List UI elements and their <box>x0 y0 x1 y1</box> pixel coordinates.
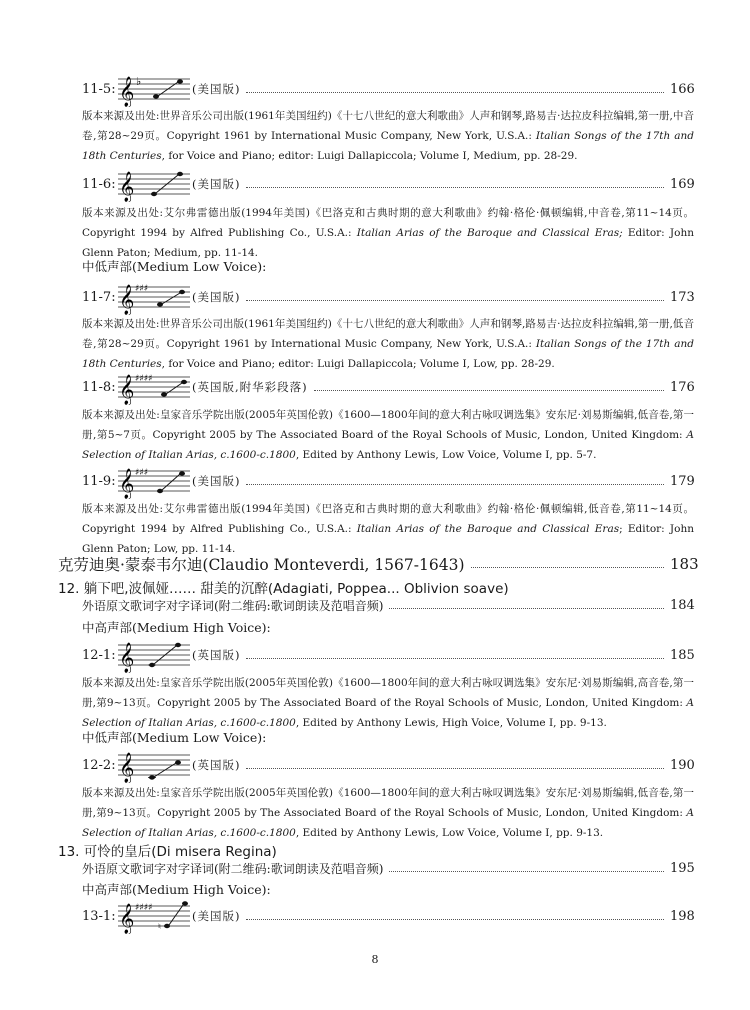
leader-dots <box>246 187 664 188</box>
entry-label: 12-1: <box>82 647 116 663</box>
entry-label: 11-6: <box>82 176 116 192</box>
page-ref: 173 <box>670 289 695 305</box>
leader-dots <box>314 390 664 391</box>
voice-heading: 中低声部(Medium Low Voice): <box>82 259 267 274</box>
source-note: 版本来源及出处:艾尔弗雷德出版(1994年美国)《巴洛克和古典时期的意大利歌曲》约翰·格伦·佩顿编辑,低音卷,第11~14页。Copyright 1994 by Alfred Publishing Co., U.S.A.: Italian Arias of the Baroque and Classical Eras; Editor: John Glenn Paton; Low, pp. 11-14. <box>82 503 694 555</box>
source-note: 版本来源及出处:皇家音乐学院出版(2005年英国伦敦)《1600—1800年间的意大利古咏叹调选集》安东尼·刘易斯编辑,低音卷,第一册,第9~13页。Copyright 2005 by The Associated Board of the Royal Schools of Music, London, United Kingdom: A Selection of Italian Arias, c.1600-c.1800, Edited by Anthony Lewis, Low Voice, Volume I, pp. 9-13. <box>82 787 695 839</box>
edition-tag: (美国版) <box>192 909 241 923</box>
page-ref: 169 <box>670 176 695 192</box>
svg-text:𝄞: 𝄞 <box>119 753 135 783</box>
song-title[interactable]: 12. 躺下吧,波佩娅…… 甜美的沉醉(Adagiati, Poppea... Oblivion soave) <box>58 581 509 597</box>
toc-entry-11-8[interactable] <box>82 369 694 405</box>
toc-entry-12-2[interactable] <box>82 747 694 783</box>
svg-text:♯♯♯♯: ♯♯♯♯ <box>135 903 153 913</box>
music-staff-icon <box>118 369 190 405</box>
source-note: 版本来源及出处:世界音乐公司出版(1961年美国纽约)《十七八世纪的意大利歌曲》人声和钢琴,路易吉·达拉皮科拉编辑,第一册,中音卷,第28~29页。Copyright 1961 by International Music Company, New York, U.S.A.: Italian Songs of the 17th and 18th Centuries, for Voice and Piano; editor: Luigi Dallapiccola; Volume I, Medium, pp. 28-29. <box>82 110 694 162</box>
music-staff-icon <box>118 747 190 783</box>
edition-tag: (美国版) <box>192 82 241 96</box>
svg-text:♯♯♯: ♯♯♯ <box>135 468 149 478</box>
toc-entry-12-1[interactable] <box>82 637 694 673</box>
toc-entry-11-7[interactable] <box>82 279 694 315</box>
page-ref: 179 <box>670 473 695 489</box>
svg-text:♮: ♮ <box>158 922 161 931</box>
svg-text:𝄞: 𝄞 <box>119 375 135 405</box>
svg-text:𝄞: 𝄞 <box>119 285 135 315</box>
leader-dots <box>389 608 664 609</box>
composer-name: 克劳迪奥·蒙泰韦尔迪(Claudio Monteverdi, 1567-1643) <box>58 556 465 574</box>
svg-text:𝄞: 𝄞 <box>119 172 135 202</box>
svg-text:𝄞: 𝄞 <box>119 77 135 107</box>
music-staff-icon <box>118 898 190 934</box>
leader-dots <box>246 658 664 659</box>
leader-dots <box>246 919 664 920</box>
source-note: 版本来源及出处:皇家音乐学院出版(2005年英国伦敦)《1600—1800年间的意大利古咏叹调选集》安东尼·刘易斯编辑,低音卷,第一册,第5~7页。Copyright 2005 by The Associated Board of the Royal Schools of Music, London, United Kingdom: A Selection of Italian Arias, c.1600-c.1800, Edited by Anthony Lewis, Low Voice, Volume I, pp. 5-7. <box>82 409 695 461</box>
edition-tag: (英国版) <box>192 648 241 662</box>
page-ref: 190 <box>670 757 695 773</box>
entry-label: 12-2: <box>82 757 116 773</box>
svg-text:𝄞: 𝄞 <box>119 904 135 934</box>
source-note: 版本来源及出处:世界音乐公司出版(1961年美国纽约)《十七八世纪的意大利歌曲》人声和钢琴,路易吉·达拉皮科拉编辑,第一册,低音卷,第28~29页。Copyright 1961 by International Music Company, New York, U.S.A.: Italian Songs of the 17th and 18th Centuries, for Voice and Piano; editor: Luigi Dallapiccola; Volume I, Low, pp. 28-29. <box>82 318 694 370</box>
leader-dots <box>246 768 664 769</box>
page-ref: 198 <box>670 908 695 924</box>
svg-text:𝄞: 𝄞 <box>119 469 135 499</box>
composer-heading[interactable] <box>58 553 699 575</box>
svg-text:♯♯♯: ♯♯♯ <box>135 284 149 294</box>
page-ref: 166 <box>670 81 695 97</box>
edition-tag: (美国版) <box>192 290 241 304</box>
translation-entry[interactable] <box>82 597 694 614</box>
page-ref: 183 <box>670 555 699 573</box>
toc-entry-13-1[interactable] <box>82 898 694 934</box>
toc-entry-11-6[interactable] <box>82 166 694 202</box>
source-note: 版本来源及出处:皇家音乐学院出版(2005年英国伦敦)《1600—1800年间的意大利古咏叹调选集》安东尼·刘易斯编辑,高音卷,第一册,第9~13页。Copyright 2005 by The Associated Board of the Royal Schools of Music, London, United Kingdom: A Selection of Italian Arias, c.1600-c.1800, Edited by Anthony Lewis, High Voice, Volume I, pp. 9-13. <box>82 677 695 729</box>
voice-heading: 中高声部(Medium High Voice): <box>82 882 271 897</box>
music-staff-icon <box>118 166 190 202</box>
music-staff-icon <box>118 637 190 673</box>
translation-entry[interactable] <box>82 860 694 877</box>
entry-label: 11-9: <box>82 473 116 489</box>
music-staff-icon <box>118 463 190 499</box>
edition-tag: (美国版) <box>192 177 241 191</box>
music-staff-icon <box>118 71 190 107</box>
entry-label: 11-7: <box>82 289 116 305</box>
page-ref: 195 <box>670 861 695 876</box>
voice-heading: 中低声部(Medium Low Voice): <box>82 730 267 745</box>
translation-label: 外语原文歌词字对字译词(附二维码:歌词朗读及范唱音频) <box>82 599 384 613</box>
svg-text:𝄞: 𝄞 <box>119 643 135 673</box>
voice-heading: 中高声部(Medium High Voice): <box>82 620 271 635</box>
entry-label: 11-8: <box>82 379 116 395</box>
translation-label: 外语原文歌词字对字译词(附二维码:歌词朗读及范唱音频) <box>82 862 384 876</box>
toc-entry-11-9[interactable] <box>82 463 694 499</box>
page-ref: 176 <box>670 379 695 395</box>
svg-text:♯♯♯♯: ♯♯♯♯ <box>135 374 153 384</box>
source-note: 版本来源及出处:艾尔弗雷德出版(1994年美国)《巴洛克和古典时期的意大利歌曲》约翰·格伦·佩顿编辑,中音卷,第11~14页。Copyright 1994 by Alfred Publishing Co., U.S.A.: Italian Arias of the Baroque and Classical Eras; Editor: John Glenn Paton; Medium, pp. 11-14. <box>82 207 694 259</box>
toc-entry-11-5[interactable] <box>82 71 694 107</box>
page-ref: 184 <box>670 598 695 613</box>
leader-dots <box>246 300 664 301</box>
edition-tag: (美国版) <box>192 474 241 488</box>
leader-dots <box>389 871 664 872</box>
page-number: 8 <box>371 953 379 966</box>
svg-text:♭: ♭ <box>136 75 142 88</box>
leader-dots <box>246 92 664 93</box>
song-title[interactable]: 13. 可怜的皇后(Di misera Regina) <box>58 844 277 860</box>
leader-dots <box>246 484 664 485</box>
entry-label: 11-5: <box>82 81 116 97</box>
music-staff-icon <box>118 279 190 315</box>
leader-dots <box>471 567 665 568</box>
edition-tag: (英国版,附华彩段落) <box>192 380 308 394</box>
entry-label: 13-1: <box>82 908 116 924</box>
page-ref: 185 <box>670 647 695 663</box>
edition-tag: (英国版) <box>192 758 241 772</box>
